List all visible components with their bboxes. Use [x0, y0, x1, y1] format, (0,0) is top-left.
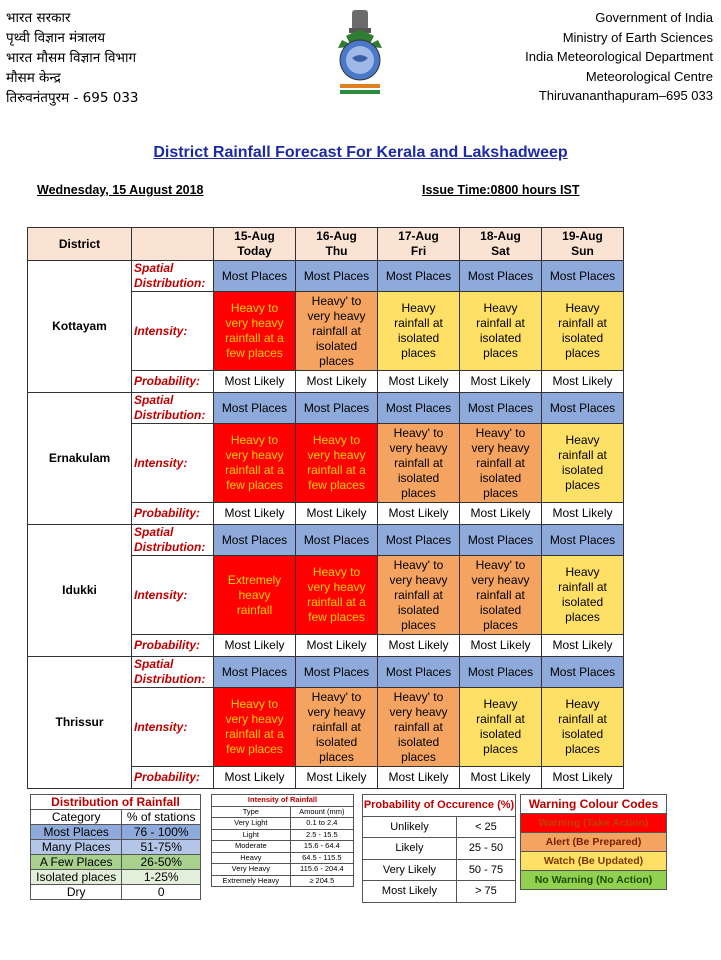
intensity-cell — [542, 424, 624, 503]
warning-code: Alert (Be Prepared) — [521, 833, 667, 852]
intensity-cell — [460, 292, 542, 371]
header-english-line: Meteorological Centre — [585, 68, 713, 84]
legend-row — [31, 855, 201, 870]
intensity-text: Heavy rainfall at isolated places — [476, 301, 525, 360]
legend-row — [521, 871, 667, 890]
header-hindi-line: तिरुवनंतपुरम - 695 033 — [6, 90, 139, 106]
spatial-cell: Most Places — [378, 393, 460, 424]
probability-label: Probability: — [132, 371, 214, 393]
legend-amount: 2.5 - 15.5 — [290, 829, 353, 841]
table-header-row — [28, 228, 624, 261]
intensity-text: Heavy' to very heavy rainfall at isolated places — [389, 557, 448, 632]
intensity-cell — [214, 292, 296, 371]
probability-cell: Most Likely — [542, 767, 624, 789]
day-date: 19-Aug — [562, 229, 603, 243]
legend-probability-term: Unlikely — [363, 816, 457, 838]
spatial-cell: Most Places — [542, 525, 624, 556]
spatial-row — [28, 261, 624, 292]
probability-cell: Most Likely — [296, 635, 378, 657]
intensity-text: Heavy to very heavy rainfall at a few places — [225, 697, 284, 756]
legend-value: 0 — [122, 885, 201, 900]
spatial-row — [28, 393, 624, 424]
legend-row — [363, 859, 516, 881]
intensity-text: Heavy rainfall at isolated places — [558, 301, 607, 360]
header-hindi-line: भारत मौसम विज्ञान विभाग — [6, 50, 137, 66]
spatial-cell: Most Places — [542, 393, 624, 424]
legend-type: Moderate — [212, 841, 291, 853]
day-date: 16-Aug — [316, 229, 357, 243]
intensity-label: Intensity: — [132, 556, 214, 635]
day-date: 15-Aug — [234, 229, 275, 243]
legend-row — [363, 816, 516, 838]
day-header — [542, 228, 624, 261]
day-header — [214, 228, 296, 261]
district-name: Kottayam — [28, 261, 132, 393]
intensity-text: Heavy to very heavy rainfall at a few places — [225, 301, 284, 360]
intensity-text: Heavy rainfall at isolated places — [558, 697, 607, 756]
legend-row — [363, 838, 516, 860]
day-name: Today — [237, 244, 272, 258]
day-name: Thu — [325, 244, 348, 258]
intensity-text: Heavy rainfall at isolated places — [558, 433, 607, 492]
intensity-text: Extremely heavy rainfall — [227, 572, 282, 617]
spatial-label: Spatial Distribution: — [132, 393, 214, 424]
legend-row — [31, 870, 201, 885]
legend-row — [212, 864, 354, 876]
intensity-label: Intensity: — [132, 424, 214, 503]
probability-label: Probability: — [132, 635, 214, 657]
intensity-text: Heavy rainfall at isolated places — [394, 301, 443, 360]
day-name: Sun — [571, 244, 594, 258]
legend-value: 1-25% — [122, 870, 201, 885]
probability-cell: Most Likely — [296, 767, 378, 789]
intensity-cell — [214, 424, 296, 503]
legend-header: Category — [31, 810, 122, 825]
legend-value: 26-50% — [122, 855, 201, 870]
legend-row — [521, 814, 667, 833]
intensity-cell — [378, 424, 460, 503]
issue-time: Issue Time:0800 hours IST — [422, 183, 580, 197]
legend-row — [212, 818, 354, 830]
intensity-cell — [296, 688, 378, 767]
spatial-cell: Most Places — [296, 261, 378, 292]
distribution-legend-title: Distribution of Rainfall — [31, 795, 201, 810]
spatial-cell: Most Places — [460, 261, 542, 292]
legend-header: Amount (mm) — [290, 806, 353, 818]
header-english-line: Thiruvananthapuram–695 033 — [538, 88, 713, 103]
intensity-cell — [296, 556, 378, 635]
district-name: Ernakulam — [28, 393, 132, 525]
header-hindi-line: पृथ्वी विज्ञान मंत्रालय — [6, 30, 106, 46]
probability-legend — [362, 794, 516, 903]
legend-value: 51-75% — [122, 840, 201, 855]
warning-code: Warning (Take Action) — [521, 814, 667, 833]
probability-cell: Most Likely — [460, 767, 542, 789]
intensity-text: Heavy' to very heavy rainfall at isolated places — [389, 425, 448, 500]
day-header — [460, 228, 542, 261]
legend-row — [31, 885, 201, 900]
spatial-cell: Most Places — [378, 657, 460, 688]
day-date: 17-Aug — [398, 229, 439, 243]
legend-probability-range: 50 - 75 — [456, 859, 515, 881]
spatial-cell: Most Places — [460, 525, 542, 556]
probability-cell: Most Likely — [378, 635, 460, 657]
probability-cell: Most Likely — [378, 371, 460, 393]
legend-probability-term: Likely — [363, 838, 457, 860]
intensity-label: Intensity: — [132, 292, 214, 371]
probability-cell: Most Likely — [542, 635, 624, 657]
intensity-cell — [214, 556, 296, 635]
legend-row — [212, 829, 354, 841]
district-name: Thrissur — [28, 657, 132, 789]
intensity-legend-title: Intensity of Rainfall — [212, 795, 354, 807]
spatial-label: Spatial Distribution: — [132, 657, 214, 688]
intensity-text: Heavy rainfall at isolated places — [558, 565, 607, 624]
legend-amount: 15.6 - 64.4 — [290, 841, 353, 853]
intensity-text: Heavy to very heavy rainfall at a few places — [307, 433, 366, 492]
probability-cell: Most Likely — [460, 503, 542, 525]
intensity-cell — [378, 556, 460, 635]
legend-amount: 0.1 to 2.4 — [290, 818, 353, 830]
header-hindi-line: मौसम केन्द्र — [6, 70, 61, 86]
probability-cell: Most Likely — [296, 371, 378, 393]
legend-probability-range: < 25 — [456, 816, 515, 838]
legend-category: Dry — [31, 885, 122, 900]
intensity-cell — [460, 556, 542, 635]
legend-category: Many Places — [31, 840, 122, 855]
probability-cell: Most Likely — [214, 767, 296, 789]
legend-row — [212, 875, 354, 887]
legend-type: Very Light — [212, 818, 291, 830]
header-english-line: Ministry of Earth Sciences — [562, 29, 713, 45]
spatial-cell: Most Places — [214, 525, 296, 556]
intensity-text: Heavy' to very heavy rainfall at isolated places — [471, 425, 530, 500]
intensity-cell — [542, 292, 624, 371]
page-title: District Rainfall Forecast For Kerala and Lakshadweep — [153, 144, 568, 161]
header-hindi — [6, 8, 139, 108]
legend-row — [521, 833, 667, 852]
probability-cell: Most Likely — [542, 503, 624, 525]
day-header — [296, 228, 378, 261]
intensity-cell — [296, 292, 378, 371]
spatial-cell: Most Places — [378, 261, 460, 292]
probability-cell: Most Likely — [214, 371, 296, 393]
intensity-text: Heavy' to very heavy rainfall at isolated places — [307, 689, 366, 764]
spatial-cell: Most Places — [460, 393, 542, 424]
forecast-date: Wednesday, 15 August 2018 — [37, 183, 204, 197]
intensity-label: Intensity: — [132, 688, 214, 767]
legend-amount: 64.5 - 115.5 — [290, 852, 353, 864]
header-english-line: India Meteorological Department — [525, 49, 713, 64]
probability-cell: Most Likely — [460, 371, 542, 393]
day-name: Fri — [410, 244, 427, 258]
legend-row — [31, 825, 201, 840]
legend-probability-range: 25 - 50 — [456, 838, 515, 860]
spatial-cell: Most Places — [542, 657, 624, 688]
spatial-cell: Most Places — [296, 525, 378, 556]
probability-cell: Most Likely — [296, 503, 378, 525]
spatial-cell: Most Places — [378, 525, 460, 556]
legend-header: Type — [212, 806, 291, 818]
legend-row — [521, 852, 667, 871]
legend-type: Extremely Heavy — [212, 875, 291, 887]
intensity-text: Heavy to very heavy rainfall at a few places — [225, 433, 284, 492]
probability-cell: Most Likely — [378, 767, 460, 789]
legend-type: Very Heavy — [212, 864, 291, 876]
legend-row — [31, 840, 201, 855]
legend-row — [363, 881, 516, 903]
legend-value: 76 - 100% — [122, 825, 201, 840]
district-name: Idukki — [28, 525, 132, 657]
legend-type: Heavy — [212, 852, 291, 864]
legend-row — [212, 841, 354, 853]
warning-code: No Warning (No Action) — [521, 871, 667, 890]
legend-row — [212, 852, 354, 864]
spatial-row — [28, 657, 624, 688]
distribution-legend — [30, 794, 201, 900]
spatial-cell: Most Places — [214, 393, 296, 424]
probability-cell: Most Likely — [214, 635, 296, 657]
probability-legend-title: Probability of Occurence (%) — [363, 795, 516, 817]
legend-header: % of stations — [122, 810, 201, 825]
spatial-cell: Most Places — [542, 261, 624, 292]
legend-category: Most Places — [31, 825, 122, 840]
legend-amount: 115.6 - 204.4 — [290, 864, 353, 876]
district-header: District — [28, 228, 132, 261]
warning-legend-title: Warning Colour Codes — [521, 795, 667, 814]
spatial-cell: Most Places — [296, 393, 378, 424]
intensity-cell — [378, 688, 460, 767]
intensity-text: Heavy to very heavy rainfall at a few places — [307, 565, 366, 624]
intensity-text: Heavy' to very heavy rainfall at isolated places — [307, 293, 366, 368]
intensity-text: Heavy' to very heavy rainfall at isolated places — [471, 557, 530, 632]
forecast-table — [27, 227, 624, 789]
header-english — [525, 8, 713, 106]
probability-label: Probability: — [132, 503, 214, 525]
legend-type: Light — [212, 829, 291, 841]
intensity-cell — [542, 688, 624, 767]
intensity-text: Heavy' to very heavy rainfall at isolated places — [389, 689, 448, 764]
legend-amount: ≥ 204.5 — [290, 875, 353, 887]
spatial-label: Spatial Distribution: — [132, 261, 214, 292]
probability-cell: Most Likely — [378, 503, 460, 525]
spatial-cell: Most Places — [214, 657, 296, 688]
probability-cell: Most Likely — [542, 371, 624, 393]
spatial-label: Spatial Distribution: — [132, 525, 214, 556]
probability-cell: Most Likely — [460, 635, 542, 657]
spatial-row — [28, 525, 624, 556]
spatial-cell: Most Places — [460, 657, 542, 688]
legend-probability-term: Very Likely — [363, 859, 457, 881]
day-date: 18-Aug — [480, 229, 521, 243]
header-hindi-line: भारत सरकार — [6, 10, 71, 26]
intensity-legend — [211, 794, 354, 887]
legend-probability-range: > 75 — [456, 881, 515, 903]
day-header — [378, 228, 460, 261]
intensity-text: Heavy rainfall at isolated places — [476, 697, 525, 756]
spatial-cell: Most Places — [214, 261, 296, 292]
intensity-cell — [460, 688, 542, 767]
spatial-cell: Most Places — [296, 657, 378, 688]
probability-cell: Most Likely — [214, 503, 296, 525]
label-header — [132, 228, 214, 261]
legend-category: Isolated places — [31, 870, 122, 885]
legend-probability-term: Most Likely — [363, 881, 457, 903]
intensity-cell — [378, 292, 460, 371]
warning-legend — [520, 794, 667, 890]
intensity-cell — [542, 556, 624, 635]
day-name: Sat — [491, 244, 510, 258]
intensity-cell — [214, 688, 296, 767]
header-english-line: Government of India — [595, 10, 713, 25]
national-emblem-icon — [332, 8, 388, 96]
intensity-cell — [460, 424, 542, 503]
intensity-cell — [296, 424, 378, 503]
probability-label: Probability: — [132, 767, 214, 789]
legend-category: A Few Places — [31, 855, 122, 870]
warning-code: Watch (Be Updated) — [521, 852, 667, 871]
